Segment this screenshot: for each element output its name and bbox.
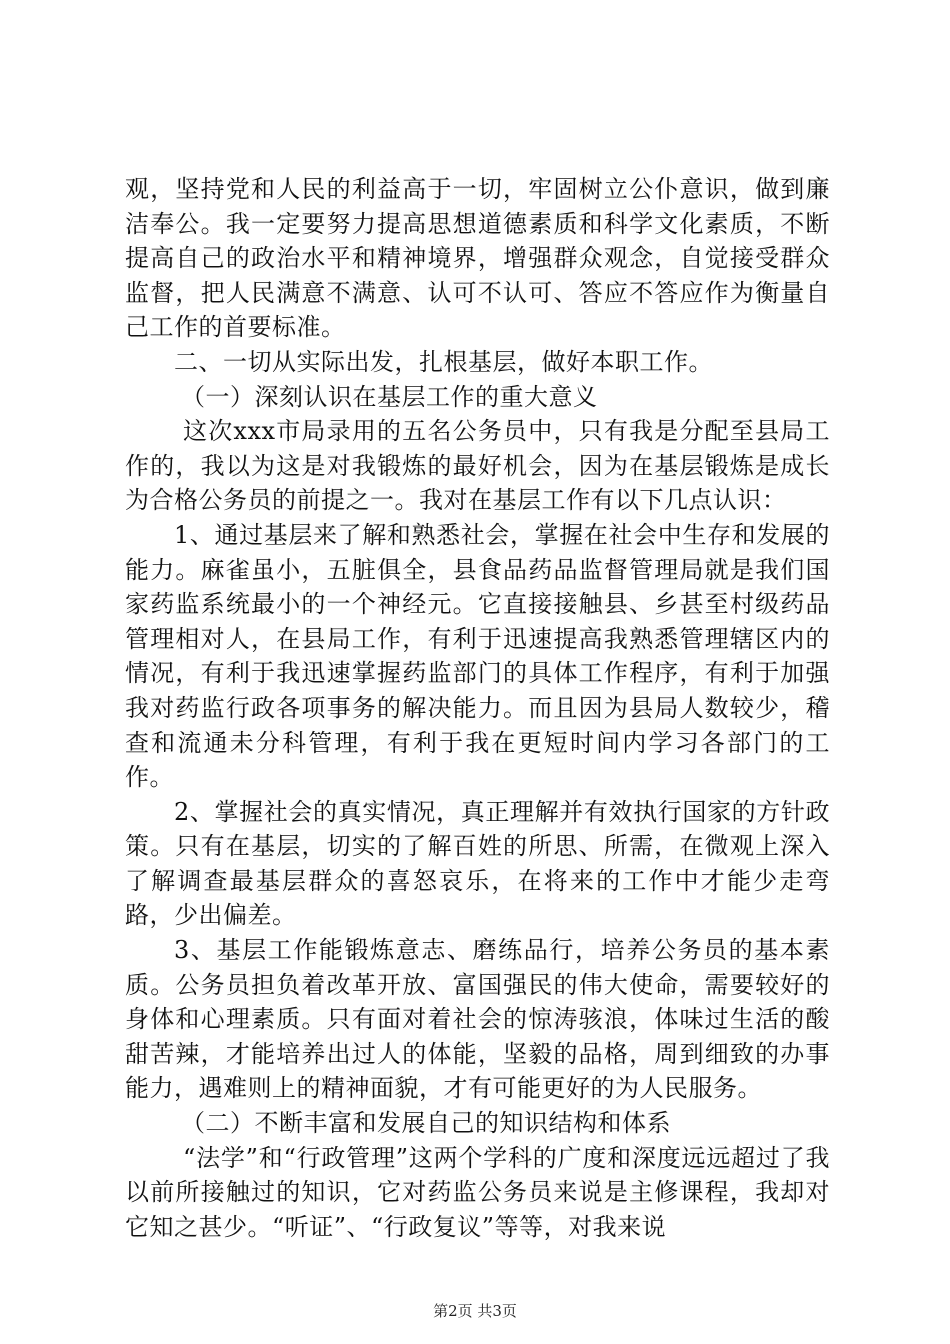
section-heading-2: 二、一切从实际出发，扎根基层，做好本职工作。	[174, 347, 713, 376]
paragraph-point-3: 3、基层工作能锻炼意志、磨练品行，培养公务员的基本素质。公务员担负着改革开放、富国强民的伟大使命，需要较好的身体和心理素质。只有面对着社会的惊涛骇浪，体味过生活的酸甜苦辣，才能培养出过人的体能，坚毅的品格，周到细致的办事能力，遇难则上的精神面貌，才有可能更好的为人民服务。	[125, 936, 830, 1103]
page-footer: 第2页 共3页	[433, 1302, 517, 1320]
paragraph-continuation: 观，坚持党和人民的利益高于一切，牢固树立公仆意识，做到廉洁奉公。我一定要努力提高思想道德素质和科学文化素质，不断提高自己的政治水平和精神境界，增强群众观念，自觉接受群众监督，把人民满意不满意、认可不认可、答应不答应作为衡量自己工作的首要标准。	[125, 175, 830, 342]
paragraph-point-2: 2、掌握社会的真实情况，真正理解并有效执行国家的方针政策。只有在基层，切实的了解百姓的所思、所需，在微观上深入了解调查最基层群众的喜怒哀乐，在将来的工作中才能少走弯路，少出偏差。	[125, 797, 830, 930]
paragraph-intro: 这次xxx市局录用的五名公务员中，只有我是分配至县局工作的，我以为这是对我锻炼的最好机会，因为在基层锻炼是成长为合格公务员的前提之一。我对在基层工作有以下几点认识：	[125, 417, 830, 515]
paragraph-knowledge: “法学”和“行政管理”这两个学科的广度和深度远远超过了我以前所接触过的知识，它对药监公务员来说是主修课程，我却对它知之甚少。“听证”、“行政复议”等等，对我来说	[125, 1143, 830, 1241]
paragraph-point-1: 1、通过基层来了解和熟悉社会，掌握在社会中生存和发展的能力。麻雀虽小，五脏俱全，县食品药品监督管理局就是我们国家药监系统最小的一个神经元。它直接接触县、乡甚至村级药品管理相对人，在县局工作，有利于迅速提高我熟悉管理辖区内的情况，有利于我迅速掌握药监部门的具体工作程序，有利于加强我对药监行政各项事务的解决能力。而且因为县局人数较少，稽查和流通未分科管理，有利于我在更短时间内学习各部门的工作。	[125, 520, 830, 792]
subsection-heading-1: （一）深刻认识在基层工作的重大意义	[181, 382, 598, 411]
document-body	[125, 172, 830, 1244]
subsection-heading-2: （二）不断丰富和发展自己的知识结构和体系	[181, 1109, 671, 1138]
